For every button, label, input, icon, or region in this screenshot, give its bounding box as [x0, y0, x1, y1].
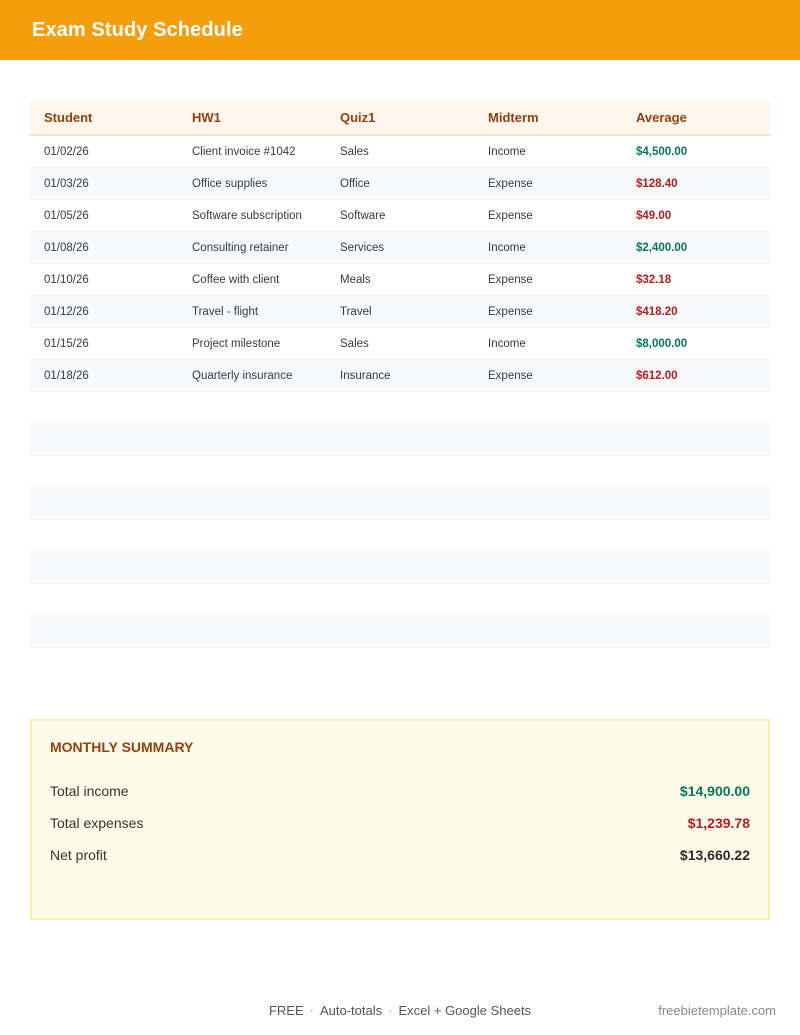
summary-value: $14,900.00 — [679, 783, 750, 799]
table-header — [30, 100, 770, 136]
cell-category: Sales — [340, 337, 369, 350]
cell-amount: $8,000.00 — [636, 337, 688, 350]
column-header-midterm: Midterm — [488, 109, 539, 125]
cell-amount: $32.18 — [636, 273, 672, 286]
summary-value: $1,239.78 — [687, 815, 750, 831]
cell-date: 01/03/26 — [44, 177, 89, 190]
cell-date: 01/05/26 — [44, 209, 89, 222]
cell-amount: $2,400.00 — [636, 241, 688, 254]
summary-label: Total income — [50, 783, 129, 799]
cell-date: 01/18/26 — [44, 369, 89, 382]
cell-amount: $612.00 — [636, 369, 678, 382]
cell-category: Travel — [340, 305, 372, 318]
footer-item: Excel + Google Sheets — [398, 1003, 532, 1018]
cell-description: Consulting retainer — [192, 241, 289, 254]
cell-date: 01/12/26 — [44, 305, 89, 318]
summary-label: Net profit — [50, 847, 107, 863]
cell-category: Services — [340, 241, 385, 254]
footer-item: FREE — [268, 1003, 304, 1018]
cell-date: 01/02/26 — [44, 145, 89, 158]
cell-description: Coffee with client — [192, 273, 280, 286]
column-header-hw1: HW1 — [192, 109, 221, 125]
page-title: Exam Study Schedule — [32, 18, 243, 41]
table-row[interactable] — [30, 360, 770, 392]
cell-description: Office supplies — [192, 177, 268, 190]
cell-type: Expense — [488, 209, 533, 222]
cell-type: Expense — [488, 369, 533, 382]
summary-line-expenses — [50, 807, 750, 839]
separator-dot: · — [388, 1003, 393, 1018]
table-row[interactable] — [30, 264, 770, 296]
cell-amount: $4,500.00 — [636, 145, 688, 158]
table-row[interactable] — [30, 168, 770, 200]
summary-label: Total expenses — [50, 815, 144, 831]
cell-category: Meals — [340, 273, 371, 286]
summary-line-net — [50, 839, 750, 871]
cell-type: Income — [488, 241, 526, 254]
table-row[interactable] — [30, 232, 770, 264]
footer-item: Auto-totals — [319, 1003, 383, 1018]
cell-date: 01/15/26 — [44, 337, 89, 350]
empty-table-row[interactable] — [30, 487, 770, 520]
cell-description: Client invoice #1042 — [192, 145, 296, 158]
table-row[interactable] — [30, 200, 770, 232]
table-row[interactable] — [30, 136, 770, 168]
separator-dot: · — [309, 1003, 314, 1018]
header-bar — [0, 0, 800, 60]
empty-table-row[interactable] — [30, 551, 770, 584]
cell-category: Insurance — [340, 369, 391, 382]
column-header-average: Average — [636, 109, 687, 125]
empty-table-row[interactable] — [30, 615, 770, 648]
cell-amount: $128.40 — [636, 177, 678, 190]
cell-type: Income — [488, 145, 526, 158]
summary-line-income — [50, 775, 750, 807]
cell-amount: $418.20 — [636, 305, 678, 318]
cell-description: Project milestone — [192, 337, 281, 350]
column-header-student: Student — [44, 109, 93, 125]
cell-description: Software subscription — [192, 209, 302, 222]
cell-description: Travel - flight — [192, 305, 259, 318]
transactions-table — [30, 100, 770, 392]
empty-table-row[interactable] — [30, 423, 770, 456]
cell-category: Office — [340, 177, 370, 190]
monthly-summary-panel — [30, 719, 770, 920]
cell-description: Quarterly insurance — [192, 369, 293, 382]
cell-type: Expense — [488, 305, 533, 318]
cell-date: 01/08/26 — [44, 241, 89, 254]
cell-date: 01/10/26 — [44, 273, 89, 286]
site-link[interactable]: freebietemplate.com — [658, 1003, 776, 1018]
summary-value: $13,660.22 — [679, 847, 750, 863]
cell-type: Expense — [488, 177, 533, 190]
column-header-quiz1: Quiz1 — [340, 109, 376, 125]
table-row[interactable] — [30, 296, 770, 328]
cell-amount: $49.00 — [636, 209, 672, 222]
cell-category: Software — [340, 209, 386, 222]
cell-category: Sales — [340, 145, 369, 158]
footer — [0, 1003, 800, 1023]
cell-type: Income — [488, 337, 526, 350]
cell-type: Expense — [488, 273, 533, 286]
table-row[interactable] — [30, 328, 770, 360]
summary-title: MONTHLY SUMMARY — [50, 739, 194, 755]
